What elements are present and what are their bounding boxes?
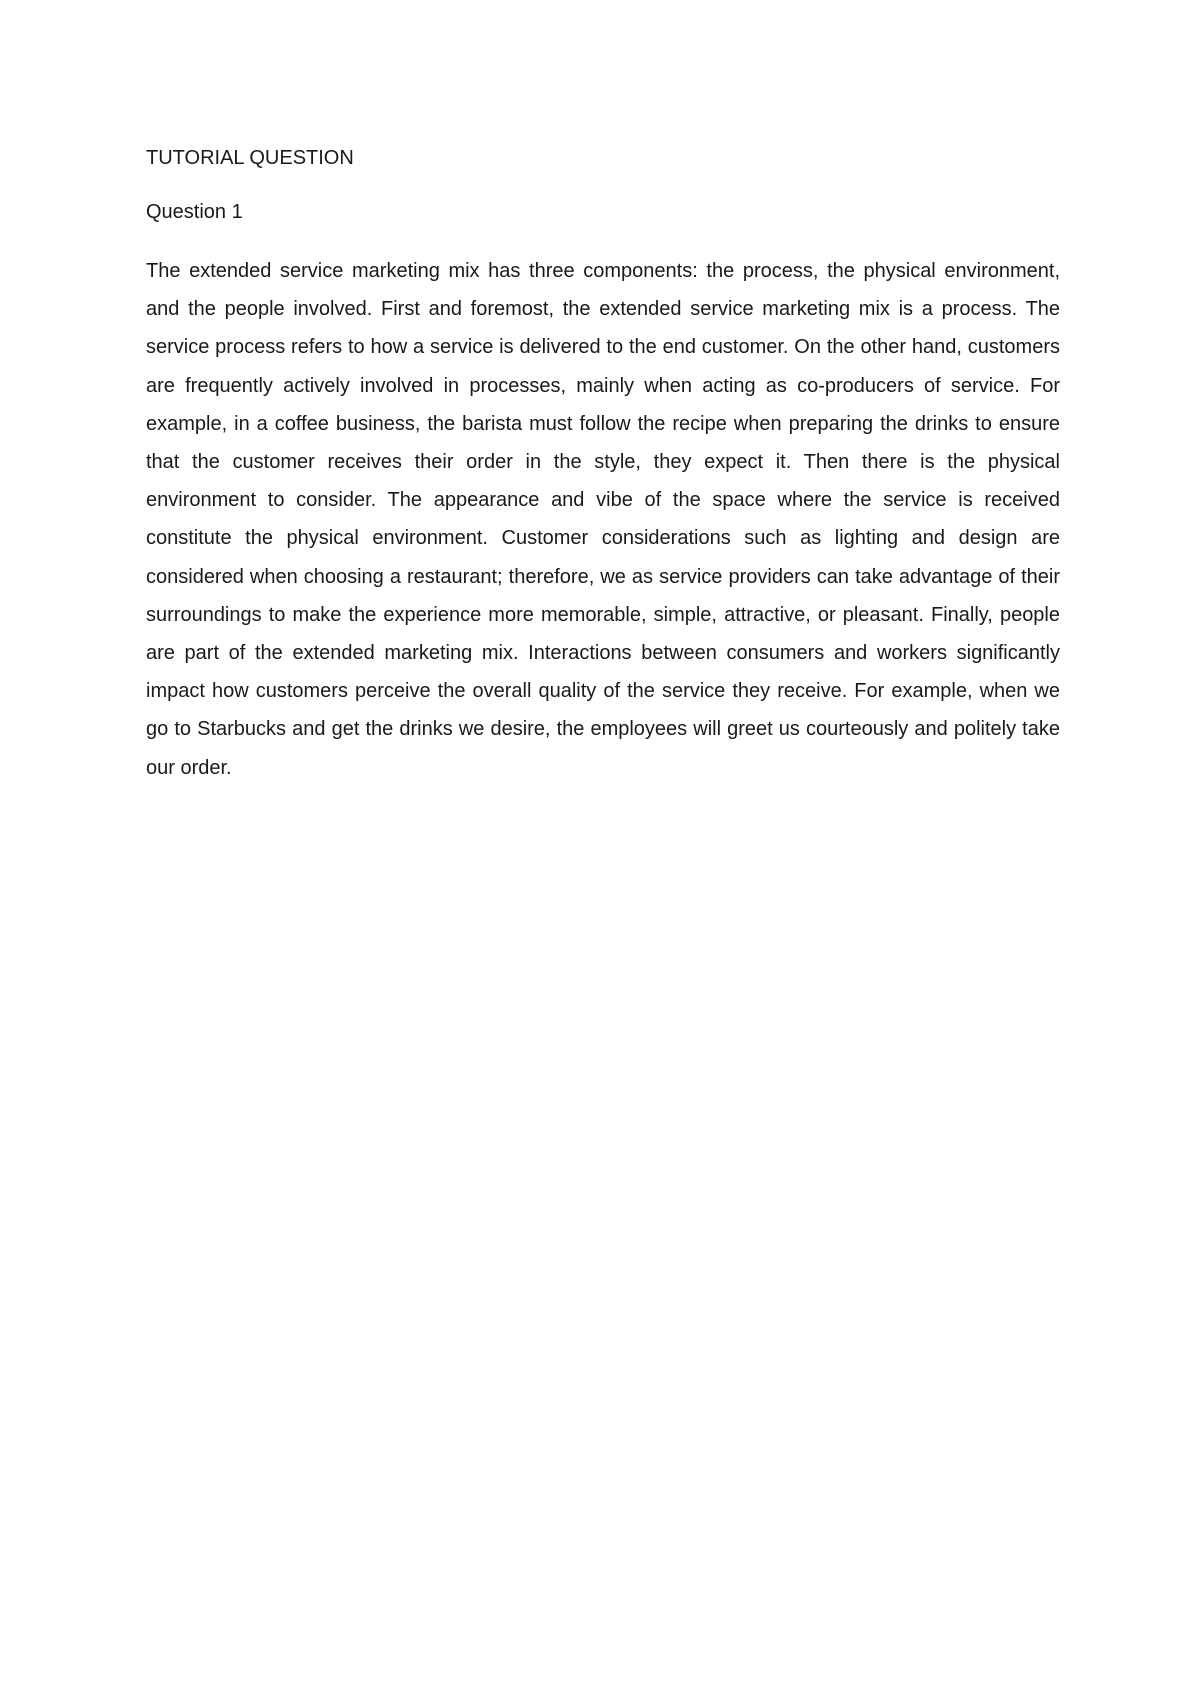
answer-paragraph: The extended service marketing mix has three components: the process, the physical environment, and the people involved. First and foremost, the extended service marketing mix is a process. The service process refers to how a service is delivered to the end customer. On the other hand, customers are frequently actively involved in processes, mainly when acting as co-producers of service. For example, in a coffee business, the barista must follow the recipe when preparing the drinks to ensure that the customer receives their order in the style, they expect it. Then there is the physical environment to consider. The appearance and vibe of the space where the service is received constitute the physical environment. Customer considerations such as lighting and design are considered when choosing a restaurant; therefore, we as service providers can take advantage of their surroundings to make the experience more memorable, simple, attractive, or pleasant. Finally, people are part of the extended marketing mix. Interactions between consumers and workers significantly impact how customers perceive the overall quality of the service they receive. For example, when we go to Starbucks and get the drinks we desire, the employees will greet us courteously and politely take our order. (146, 260, 1060, 779)
document-title: TUTORIAL QUESTION (146, 147, 354, 169)
document-content (146, 144, 1060, 787)
question-label: Question 1 (146, 201, 243, 223)
